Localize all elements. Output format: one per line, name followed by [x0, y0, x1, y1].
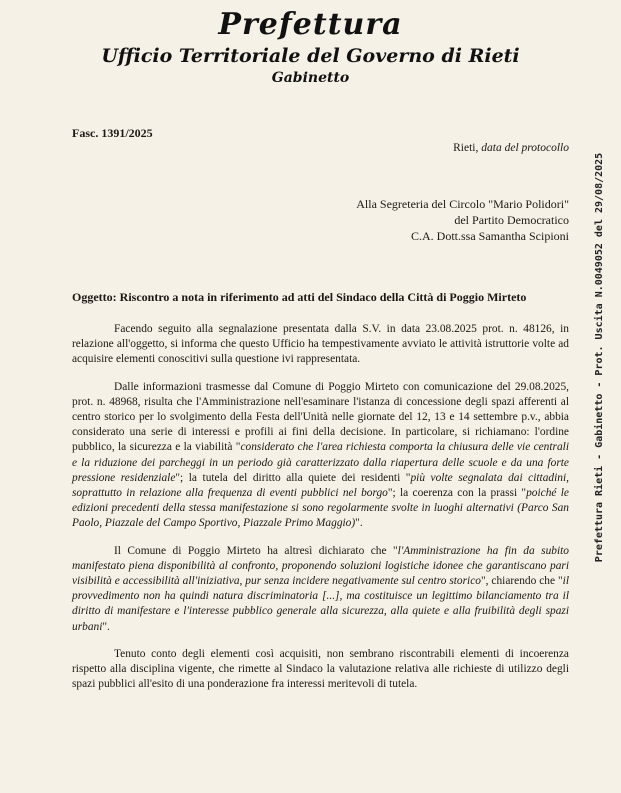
recipient-line-3: C.A. Dott.ssa Samantha Scipioni: [411, 229, 569, 243]
letterhead-department: Gabinetto: [271, 70, 350, 86]
place: Rieti,: [453, 142, 479, 154]
paragraph-3-text-c: ".: [102, 620, 110, 633]
letterhead-title: Prefettura: [218, 7, 403, 42]
letterhead-office: Ufficio Territoriale del Governo di Rieti: [101, 45, 520, 67]
paragraph-4: Tenuto conto degli elementi così acquisiti, non sembrano riscontrabili elementi di incoerenza rispetto alla disciplina vigente, che rimette al Sindaco la valutazione relativa alle richieste di utilizzo degli spazi pubblici all'esito di una ponderazione fra interessi meritevoli di tutela.: [72, 647, 569, 691]
recipient-line-1: Alla Segreteria del Circolo "Mario Polidori": [356, 197, 569, 211]
paragraph-1: Facendo seguito alla segnalazione presentata dalla S.V. in data 23.08.2025 prot. n. 48126, in relazione all'oggetto, si informa che questo Ufficio ha tempestivamente avviato le attività istruttorie volte ad acquisire elementi conoscitivi sulla questione ivi rappresentata.: [72, 323, 569, 366]
paragraph-2: [72, 380, 569, 532]
paragraph-3: [72, 544, 569, 635]
paragraph-3-text-a: Il Comune di Poggio Mirteto ha altresì dichiarato che ": [114, 544, 398, 557]
paragraph-3-quote-1: l'Amministrazione ha fin da subito manifestato piena disponibilità al confronto, proponendo soluzioni logistiche idonee che garantiscano pari visibilità e accessibilità all'iniziativa, pur senza incidere negativamente sul centro storico: [72, 544, 569, 588]
paragraph-2-quote-1: considerato che l'area richiesta comporta la chiusura delle vie centrali e la riduzione dei parcheggi in un periodo già caratterizzato dalla riapertura delle scuole e da una forte pressione residenziale: [72, 441, 569, 484]
letter-body: [72, 322, 569, 704]
recipient-line-2: del Partito Democratico: [454, 213, 569, 227]
paragraph-2-text-a: Dalle informazioni trasmesse dal Comune di Poggio Mirteto con comunicazione del 29.08.2025, prot. n. 48968, risulta che l'Amministrazione nell'esaminare l'istanza di concessione degli spazi afferenti al centro storico per lo svolgimento della Festa dell'Unità nelle giornate del 12, 13 e 14 settembre p.v., abbia considerato una serie di interessi e profili ai fini della decisione. In particolare, si richiamano: l'ordine pubblico, la sicurezza e la viabilità ": [72, 380, 569, 454]
protocol-stamp: [588, 145, 612, 570]
letterhead: [0, 6, 621, 88]
paragraph-2-text-d: ".: [355, 517, 363, 530]
paragraph-2-text-b: "; la tutela del diritto alla quiete dei residenti ": [175, 471, 411, 484]
protocol-stamp-text: Prefettura Rieti - Gabinetto - Prot. Uscita N.0049052 del 29/08/2025: [594, 152, 606, 563]
date-note: data del protocollo: [481, 142, 569, 154]
paragraph-2-text-c: "; la coerenza con la prassi ": [387, 487, 527, 500]
file-reference: Fasc. 1391/2025: [72, 126, 153, 140]
subject-line: Oggetto: Riscontro a nota in riferimento ad atti del Sindaco della Città di Poggio Mirteto: [72, 290, 527, 304]
paragraph-2-quote-3: poiché le edizioni precedenti della stessa manifestazione si sono regolarmente svolte in luoghi alternativi (Parco San Paolo, Piazzale del Campo Sportivo, Piazzale Primo Maggio): [72, 487, 569, 530]
paragraph-2-quote-2: più volte segnalata dai cittadini, soprattutto in relazione alla frequenza di eventi pubblici nel borgo: [72, 471, 569, 500]
place-date: [453, 142, 569, 154]
recipient-block: [356, 196, 569, 244]
paragraph-3-text-b: ", chiarendo che ": [480, 575, 563, 588]
paragraph-3-quote-2: il provvedimento non ha quindi natura discriminatoria [...], ma costituisce un legittimo bilanciamento tra il diritto di manifestare e l'interesse pubblico generale alla sicurezza, alla quiete e alla fruibilità degli spazi urbani: [72, 575, 569, 633]
